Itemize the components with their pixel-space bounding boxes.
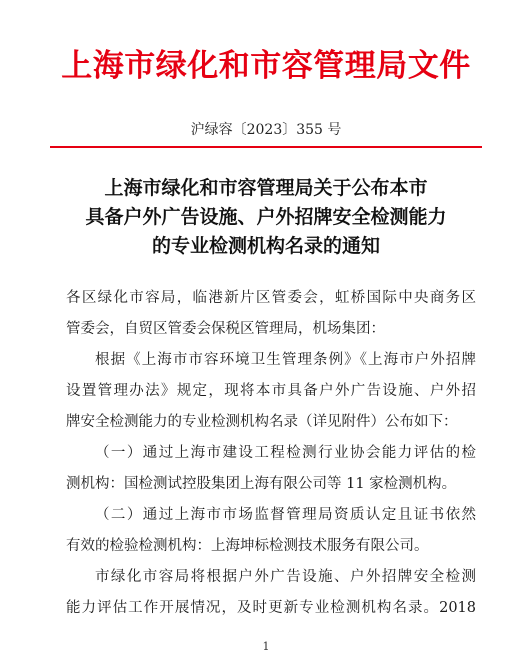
body-line: 测机构：国检测试控股集团上海有限公司等 11 家检测机构。: [66, 476, 457, 492]
body-line: 有效的检验检测机构：上海坤标检测技术服务有限公司。: [66, 538, 429, 554]
title-line-1: 上海市绿化和市容管理局关于公布本市: [104, 177, 428, 199]
masthead-title: 上海市绿化和市容管理局文件: [61, 48, 471, 84]
body-line: 市绿化市容局将根据户外广告设施、户外招牌安全检测: [95, 569, 476, 585]
title-line-3: 的专业检测机构名录的通知: [151, 235, 380, 257]
body-line: 管委会，自贸区管委会保税区管理局，机场集团：: [66, 321, 385, 337]
body-line: 能力评估工作开展情况，及时更新专业检测机构名录。2018: [66, 600, 476, 616]
body-line: （二）通过上海市市场监督管理局资质认定且证书依然: [95, 507, 476, 523]
body-line: 根据《上海市市容环境卫生管理条例》《上海市户外招牌: [95, 352, 476, 368]
page-number: 1: [262, 640, 270, 653]
body-line: 设置管理办法》规定，现将本市具备户外广告设施、户外招: [66, 383, 476, 399]
document-number: 沪绿容〔2023〕355 号: [190, 122, 342, 138]
body-line: 牌安全检测能力的专业检测机构名录（详见附件）公布如下：: [66, 414, 458, 430]
body-line: （一）通过上海市建设工程检测行业协会能力评估的检: [95, 445, 476, 461]
title-line-2: 具备户外广告设施、户外招牌安全检测能力: [85, 206, 447, 228]
notice-body: [66, 283, 476, 624]
body-line: 各区绿化市容局，临港新片区管委会，虹桥国际中央商务区: [66, 290, 476, 306]
red-divider-line: [50, 146, 482, 148]
notice-title: [0, 174, 532, 261]
